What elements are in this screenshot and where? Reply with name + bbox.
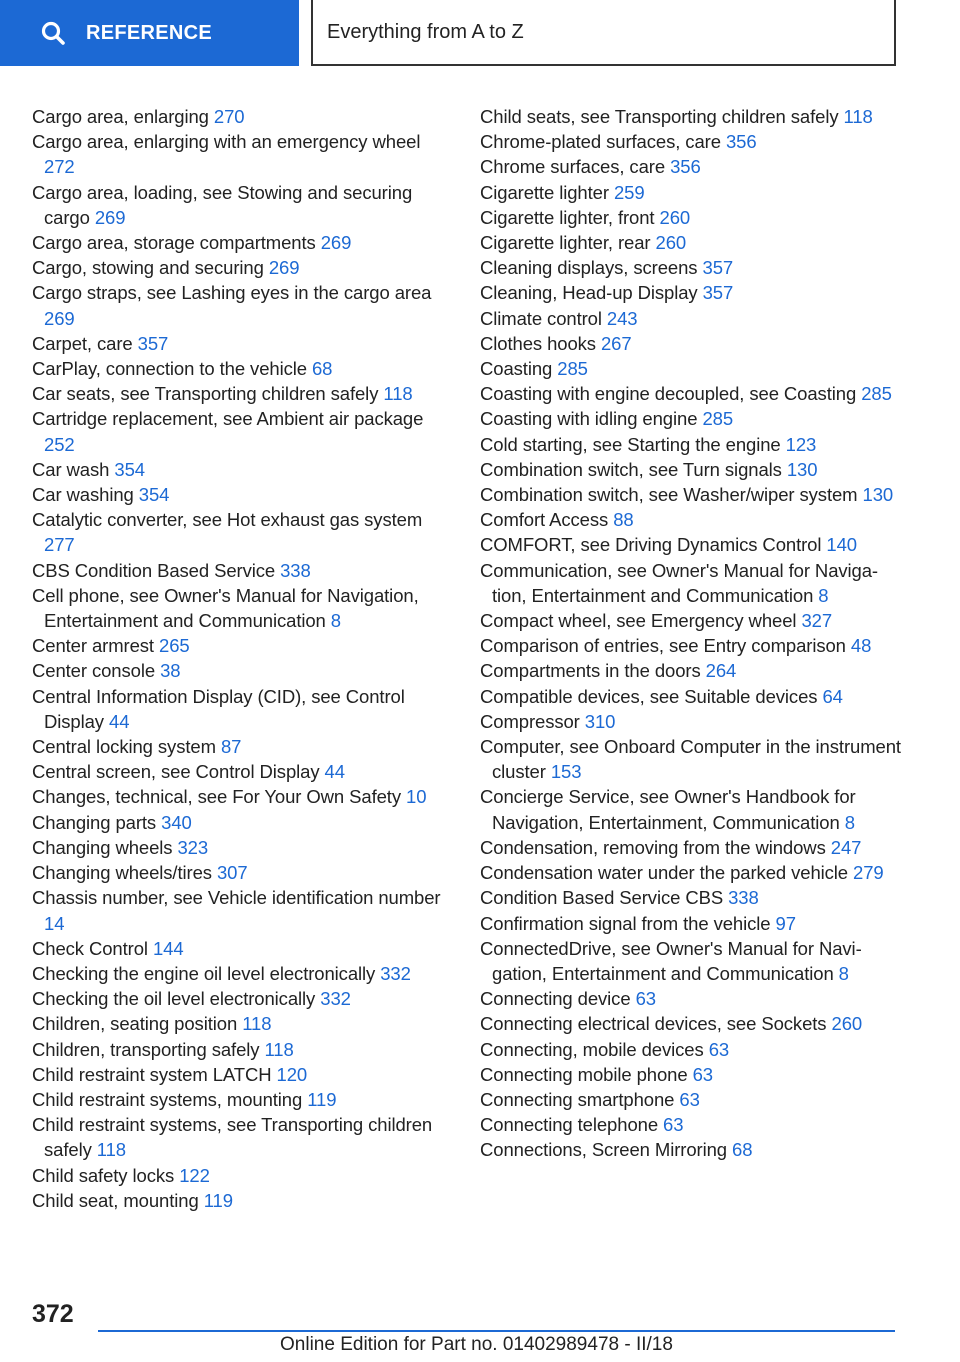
index-entry-text: Central screen, see Control Display <box>32 761 325 783</box>
index-entry-text: Connecting, mobile devices <box>480 1038 709 1060</box>
index-entry <box>32 860 452 885</box>
index-entry-text: Communication, see Owner's Manual for Navigation, Entertainment and Communication <box>480 559 879 606</box>
page-reference-link[interactable]: 332 <box>320 988 351 1010</box>
page-reference-link[interactable]: 8 <box>838 962 849 984</box>
index-entry-text: Cargo area, storage compartments <box>32 232 321 254</box>
index-entry <box>480 1037 905 1062</box>
page-reference-link[interactable]: 265 <box>159 635 190 657</box>
index-entry <box>480 306 905 331</box>
index-entry-text: Cell phone, see Owner's Manual for Navigation, Entertainment and Communication <box>32 584 419 632</box>
index-entry <box>480 457 905 482</box>
index-entry-text: Car seats, see Transporting children safely <box>32 383 384 405</box>
index-entry-text: Combination switch, see Turn signals <box>480 458 787 480</box>
page-reference-link[interactable]: 123 <box>785 433 817 455</box>
page-reference-link[interactable]: 260 <box>831 1013 863 1035</box>
page-reference-link[interactable]: 357 <box>702 257 734 279</box>
index-entry <box>480 1137 905 1162</box>
index-entry <box>32 986 452 1011</box>
index-entry-text: Cigarette lighter, front <box>480 206 660 228</box>
index-entry <box>32 961 452 986</box>
index-entry-text: Comparison of entries, see Entry comparison <box>480 635 851 657</box>
page-number: 372 <box>32 1300 74 1328</box>
index-entry <box>32 684 452 734</box>
page-reference-link[interactable]: 118 <box>264 1038 294 1060</box>
index-entry-text: Checking the engine oil level electronically <box>32 962 381 984</box>
index-entry <box>32 1037 452 1062</box>
page-reference-link[interactable]: 63 <box>679 1088 700 1110</box>
index-entry <box>32 658 452 683</box>
page-reference-link[interactable]: 260 <box>659 206 691 228</box>
index-entry <box>32 457 452 482</box>
index-entry <box>480 482 905 507</box>
index-entry-text: Child restraint system LATCH <box>32 1063 277 1085</box>
index-entry <box>480 154 905 179</box>
index-entry-text: Car washing <box>32 484 139 506</box>
index-entry-text: Coasting <box>480 358 558 380</box>
index-entry-text: Cargo, stowing and securing <box>32 257 269 279</box>
page-reference-link[interactable]: 357 <box>137 332 169 354</box>
index-entry-text: Car wash <box>32 458 115 480</box>
page-reference-link[interactable]: 332 <box>380 962 411 984</box>
page-reference-link[interactable]: 356 <box>670 156 701 178</box>
page-reference-link[interactable]: 118 <box>383 383 413 405</box>
page-reference-link[interactable]: 63 <box>663 1114 684 1136</box>
index-entry-text: Cigarette lighter, rear <box>480 232 656 254</box>
index-entry <box>480 129 905 154</box>
index-entry <box>480 432 905 457</box>
index-entry-text: CarPlay, connection to the vehicle <box>32 358 312 380</box>
index-entry-text: Cargo area, loading, see Stowing and securing cargo <box>32 181 413 228</box>
index-entry <box>32 356 452 381</box>
index-entry <box>32 104 452 129</box>
page-reference-link[interactable]: 269 <box>44 307 75 329</box>
index-entry-text: Child seats, see Transporting children safely <box>480 106 844 127</box>
reference-tab[interactable] <box>0 0 299 66</box>
page-reference-link[interactable]: 285 <box>702 408 734 430</box>
index-entry-text: Compartments in the doors <box>480 660 706 682</box>
index-entry <box>480 205 905 230</box>
page-reference-link[interactable]: 44 <box>109 710 130 732</box>
index-entry-text: Confirmation signal from the vehicle <box>480 912 776 934</box>
page-reference-link[interactable]: 323 <box>177 836 209 858</box>
index-entry-text: Connecting telephone <box>480 1114 664 1136</box>
index-entry-text: Climate control <box>480 307 607 329</box>
index-entry <box>480 406 905 431</box>
index-entry-text: Computer, see Onboard Computer in the instrument cluster <box>480 736 901 783</box>
index-entry <box>32 482 452 507</box>
page-reference-link[interactable]: 119 <box>203 1189 233 1211</box>
index-entry <box>480 507 905 532</box>
page-reference-link[interactable]: 340 <box>161 811 192 833</box>
index-entry <box>480 986 905 1011</box>
page-reference-link[interactable]: 118 <box>242 1013 272 1035</box>
index-entry <box>480 230 905 255</box>
page-reference-link[interactable]: 354 <box>138 484 170 506</box>
index-entry-text: Clothes hooks <box>480 332 601 354</box>
page-reference-link[interactable]: 285 <box>557 358 588 380</box>
page-reference-link[interactable]: 277 <box>44 534 75 556</box>
index-entry-text: Condition Based Service CBS <box>480 887 729 909</box>
index-entry-text: Child seat, mounting <box>32 1189 204 1211</box>
index-entry <box>480 558 905 608</box>
index-entry-text: Central Information Display (CID), see Control Display <box>32 685 405 732</box>
page-reference-link[interactable]: 327 <box>801 610 833 632</box>
page-reference-link[interactable]: 153 <box>550 761 582 783</box>
index-entry <box>32 1188 452 1213</box>
index-entry <box>32 230 452 255</box>
page-reference-link[interactable]: 269 <box>94 206 126 228</box>
page-reference-link[interactable]: 97 <box>775 912 796 934</box>
index-entry <box>480 1011 905 1036</box>
edition-text: Online Edition for Part no. 01402989478 - II/18 <box>280 1334 673 1355</box>
page-reference-link[interactable]: 88 <box>613 509 634 531</box>
section-label: REFERENCE <box>86 21 213 44</box>
page-reference-link[interactable]: 10 <box>406 786 427 808</box>
index-entry <box>32 1163 452 1188</box>
index-entry <box>32 810 452 835</box>
page-reference-link[interactable]: 264 <box>705 660 737 682</box>
index-entry <box>32 129 452 179</box>
page-reference-link[interactable]: 272 <box>44 156 75 178</box>
page-reference-link[interactable]: 259 <box>613 181 645 203</box>
index-entry <box>480 860 905 885</box>
index-entry-text: Catalytic converter, see Hot exhaust gas system <box>32 509 423 531</box>
index-entry <box>480 885 905 910</box>
index-entry <box>480 709 905 734</box>
page-reference-link[interactable]: 130 <box>862 484 894 506</box>
page-reference-link[interactable]: 338 <box>280 559 311 581</box>
page-reference-link[interactable]: 247 <box>830 836 862 858</box>
index-entry-text: Connecting device <box>480 988 636 1010</box>
index-entry <box>480 532 905 557</box>
page-reference-link[interactable]: 354 <box>114 458 145 480</box>
index-entry-text: Checking the oil level electronically <box>32 988 321 1010</box>
index-entry-text: Changes, technical, see For Your Own Safety <box>32 786 407 808</box>
page-reference-link[interactable]: 118 <box>843 106 873 127</box>
page-reference-link[interactable]: 63 <box>692 1063 713 1085</box>
page-reference-link[interactable]: 357 <box>702 282 734 304</box>
page-reference-link[interactable]: 64 <box>822 685 843 707</box>
page-reference-link[interactable]: 118 <box>96 1139 126 1161</box>
index-entry <box>32 255 452 280</box>
index-entry <box>480 280 905 305</box>
index-entry-text: Child restraint systems, mounting <box>32 1088 308 1110</box>
page-reference-link[interactable]: 269 <box>320 232 352 254</box>
index-column-left <box>32 104 452 1213</box>
page-reference-link[interactable]: 44 <box>324 761 345 783</box>
index-entry-text: Cargo area, enlarging <box>32 106 214 127</box>
index-entry <box>32 784 452 809</box>
index-entry-text: Condensation, removing from the windows <box>480 836 831 858</box>
index-entry-text: Compact wheel, see Emergency wheel <box>480 610 802 632</box>
index-entry-text: Connecting smartphone <box>480 1088 680 1110</box>
page-reference-link[interactable]: 68 <box>311 358 333 380</box>
index-entry <box>480 608 905 633</box>
index-entry <box>32 1011 452 1036</box>
index-entry-text: Central locking system <box>32 736 221 758</box>
index-entry-text: Chassis number, see Vehicle identification number <box>32 887 441 909</box>
index-entry <box>32 835 452 860</box>
index-entry <box>32 558 452 583</box>
page-reference-link[interactable]: 144 <box>152 937 184 959</box>
chapter-title-box <box>311 0 896 66</box>
index-entry-text: Changing parts <box>32 811 162 833</box>
search-icon <box>40 20 66 46</box>
index-entry-text: Center console <box>32 660 161 682</box>
index-entry <box>32 280 452 330</box>
page-reference-link[interactable]: 68 <box>732 1139 753 1161</box>
footer-divider <box>98 1330 895 1332</box>
page-reference-link[interactable]: 270 <box>213 106 245 127</box>
index-entry-text: Changing wheels/tires <box>32 862 217 884</box>
page-reference-link[interactable]: 260 <box>655 232 687 254</box>
page-reference-link[interactable]: 63 <box>708 1038 730 1060</box>
index-entry-text: Child restraint systems, see Transporting children safely <box>32 1114 433 1161</box>
page-reference-link[interactable]: 8 <box>844 811 855 833</box>
index-entry-text: Compatible devices, see Suitable devices <box>480 685 823 707</box>
page-reference-link[interactable]: 267 <box>600 332 632 354</box>
index-entry <box>32 633 452 658</box>
index-entry-text: Chrome-plated surfaces, care <box>480 131 726 153</box>
page-header <box>0 0 960 66</box>
index-entry <box>32 406 452 456</box>
page-reference-link[interactable]: 8 <box>818 584 829 606</box>
page-reference-link[interactable]: 119 <box>307 1088 337 1110</box>
index-entry <box>480 180 905 205</box>
chapter-title: Everything from A to Z <box>327 20 524 43</box>
index-entry <box>32 1062 452 1087</box>
index-entry-text: Center armrest <box>32 635 160 657</box>
index-entry-text: Cleaning displays, screens <box>480 257 703 279</box>
index-entry-text: Cold starting, see Starting the engine <box>480 433 786 455</box>
page-reference-link[interactable]: 8 <box>330 610 341 632</box>
index-entry <box>480 255 905 280</box>
index-entry <box>480 1087 905 1112</box>
index-entry-text: Child safety locks <box>32 1164 180 1186</box>
index-entry <box>480 784 905 834</box>
index-entry-text: Combination switch, see Washer/wiper system <box>480 484 863 506</box>
index-entry-text: Check Control <box>32 937 153 959</box>
index-entry <box>480 684 905 709</box>
index-entry-text: CBS Condition Based Service <box>32 559 281 581</box>
index-entry-text: Children, transporting safely <box>32 1038 265 1060</box>
index-entry-text: Carpet, care <box>32 332 138 354</box>
page-reference-link[interactable]: 269 <box>268 257 300 279</box>
index-entry <box>480 835 905 860</box>
index-entry-text: Coasting with engine decoupled, see Coasting <box>480 383 862 405</box>
index-entry-text: Changing wheels <box>32 836 178 858</box>
index-entry <box>32 1087 452 1112</box>
index-entry <box>480 1062 905 1087</box>
page-reference-link[interactable]: 338 <box>728 887 759 909</box>
index-entry <box>480 356 905 381</box>
index-entry <box>480 381 905 406</box>
index-entry-text: Comfort Access <box>480 509 614 531</box>
index-entry <box>480 331 905 356</box>
index-entry <box>480 734 905 784</box>
page-reference-link[interactable]: 122 <box>179 1164 210 1186</box>
index-entry <box>32 936 452 961</box>
index-entry-text: Concierge Service, see Owner's Handbook for Navigation, Entertainment, Communication <box>480 786 856 833</box>
index-entry <box>32 759 452 784</box>
index-entry-text: Compressor <box>480 710 585 732</box>
page-reference-link[interactable]: 63 <box>635 988 656 1010</box>
index-entry-text: Condensation water under the parked vehicle <box>480 862 854 884</box>
index-entry <box>32 1112 452 1162</box>
index-entry-text: Cargo straps, see Lashing eyes in the cargo area <box>32 282 432 304</box>
index-entry <box>480 1112 905 1137</box>
index-entry-text: Chrome surfaces, care <box>480 156 671 178</box>
page-reference-link[interactable]: 38 <box>160 660 181 682</box>
index-entry <box>32 734 452 759</box>
index-entry-text: Children, seating position <box>32 1013 243 1035</box>
index-entry-text: Cartridge replacement, see Ambient air package <box>32 408 424 430</box>
page-reference-link[interactable]: 279 <box>853 862 884 884</box>
index-entry-text: COMFORT, see Driving Dynamics Control <box>480 534 827 556</box>
index-entry <box>480 936 905 986</box>
page-reference-link[interactable]: 120 <box>276 1063 308 1085</box>
page-reference-link[interactable]: 87 <box>220 736 242 758</box>
page-reference-link[interactable]: 310 <box>584 710 616 732</box>
index-entry <box>32 583 452 633</box>
index-column-right <box>480 104 905 1163</box>
index-entry-text: Cleaning, Head-up Display <box>480 282 703 304</box>
index-entry-text: Connecting electrical devices, see Sockets <box>480 1013 832 1035</box>
index-entry <box>32 331 452 356</box>
index-entry <box>32 180 452 230</box>
page-reference-link[interactable]: 307 <box>216 862 248 884</box>
index-entry <box>480 104 905 129</box>
index-entry-text: Connections, Screen Mirroring <box>480 1139 732 1161</box>
page-reference-link[interactable]: 48 <box>850 635 872 657</box>
page-reference-link[interactable]: 14 <box>44 912 65 934</box>
index-entry <box>480 658 905 683</box>
index-entry <box>32 507 452 557</box>
index-entry-text: ConnectedDrive, see Owner's Manual for Navigation, Entertainment and Communication <box>480 937 862 984</box>
page-reference-link[interactable]: 243 <box>606 307 638 329</box>
index-entry <box>480 911 905 936</box>
index-entry-text: Coasting with idling engine <box>480 408 703 430</box>
index-entry-text: Cigarette lighter <box>480 181 614 203</box>
page-reference-link[interactable]: 252 <box>44 433 75 455</box>
index-entry <box>32 885 452 935</box>
index-entry-text: Connecting mobile phone <box>480 1063 693 1085</box>
index-entry <box>32 381 452 406</box>
page-reference-link[interactable]: 130 <box>786 458 818 480</box>
page-reference-link[interactable]: 356 <box>725 131 757 153</box>
index-entry <box>480 633 905 658</box>
page-reference-link[interactable]: 140 <box>826 534 857 556</box>
page-reference-link[interactable]: 285 <box>861 383 892 405</box>
index-entry-text: Cargo area, enlarging with an emergency wheel <box>32 131 421 153</box>
